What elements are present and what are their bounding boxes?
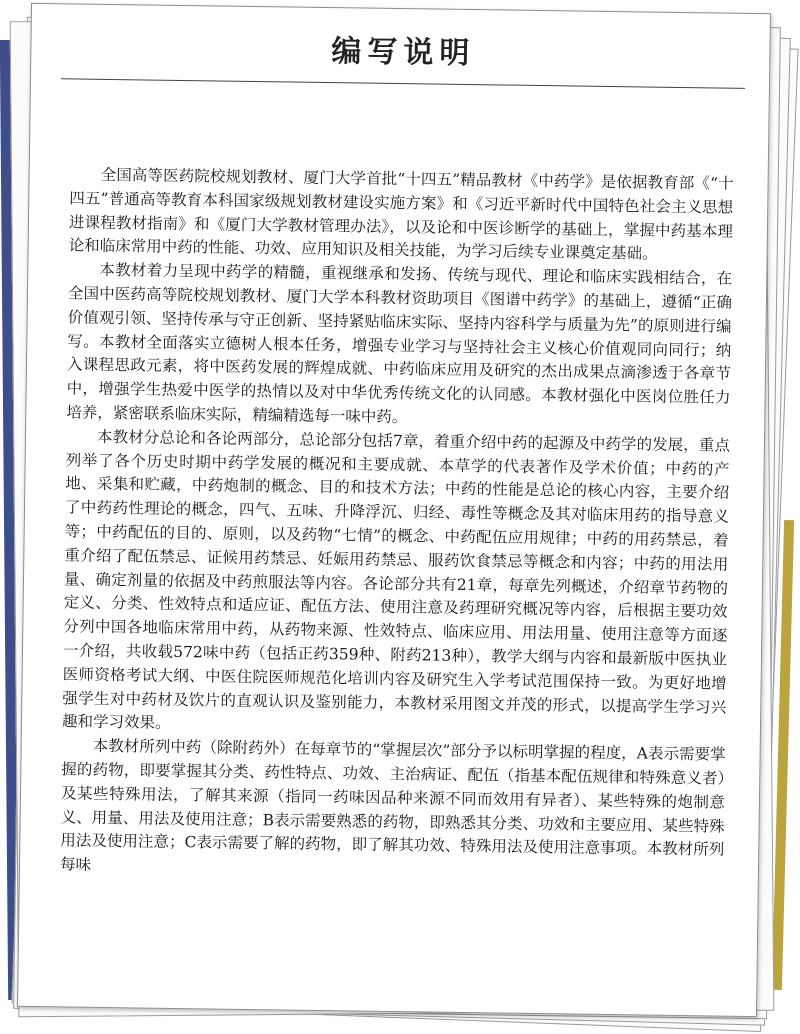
paragraph: 本教材分总论和各论两部分，总论部分包括7章，着重介绍中药的起源及中药学的发展，重点列举了各个历史时期中药学发展的概况和主要成就、本草学的代表著作及学术价值；中药的产地、采集和贮藏，中药炮制的概念、目的和技术方法；中药的性能是总论的核心内容，主要介绍了中药药性理论的概念，四气、五味、升降浮沉、归经、毒性等概念及其对临床用药的指导意义等；中药配伍的目的、原则，以及药物“七情”的概念、中药配伍应用规律；中药的用药禁忌，着重介绍了配伍禁忌、证候用药禁忌、妊娠用药禁忌、服药饮食禁忌等概念和内容；中药的用法用量、确定剂量的依据及中药煎服法等内容。各论部分共有21章，每章先列概述，介绍章节药物的定义、分类、性效特点和适应证、配伍方法、使用注意及药理研究概况等内容，后根据主要功效分列中国各地临床常用中药，从药物来源、性效特点、临床应用、用法用量、使用注意等方面逐一介绍，共收载572味中药（包括正药359种、附药213种），教学大纲与内容和最新版中医执业医师资格考试大纲、中医住院医师规范化培训内容及研究生入学考试范围保持一致。为更好地增强学生对中药材及饮片的直观认识及鉴别能力，本教材采用图文并茂的形式，以提高学生学习兴趣和学习效果。 (61, 427, 731, 733)
document-page (17, 3, 771, 1017)
paragraph: 本教材着力呈现中药学的精髓，重视继承和发扬、传统与现代、理论和临床实践相结合，在全国中医药高等院校规划教材、厦门大学本科教材资助项目《图谱中药学》的基础上，遵循“正确价值观引领、坚持传承与守正创新、坚持紧贴临床实际、坚持内容科学与质量为先”的原则进行编写。本教材全面落实立德树人根本任务，增强专业学习与坚持社会主义核心价值观同向同行；纳入课程思政元素，将中医药发展的辉煌成就、中药临床应用及研究的杰出成果点滴渗透于各章节中，增强学生热爱中医学的热情以及对中华优秀传统文化的认同感。本教材强化中医岗位胜任力培养，紧密联系临床实际，精编精选每一味中药。 (66, 261, 733, 427)
paragraph: 本教材所列中药（除附药外）在每章节的“掌握层次”部分予以标明掌握的程度，A表示需要掌握的药物，即要掌握其分类、药性特点、功效、主治病证、配伍（指基本配伍规律和特殊意义者）及某些特殊用法，了解其来源（指同一药味因品种来源不同而效用有异者）、某些特殊的炮制意义、用量、用法及使用注意；B表示需要熟悉的药物，即熟悉其分类、功效和主要应用、某些特殊用法及使用注意；C表示需要了解的药物，即了解其功效、特殊用法及使用注意事项。本教材所列每味 (59, 736, 726, 874)
paragraph: 全国高等医药院校规划教材、厦门大学首批“十四五”精品教材《中药学》是依据教育部《“十四五”普通高等教育本科国家级规划教材建设实施方案》和《习近平新时代中国特色社会主义思想进课程教材指南》和《厦门大学教材管理办法》，以及论和中医诊断学的基础上，掌握中药基本理论和临床常用中药的性能、功效、应用知识及相关技能，为学习后续专业课奠定基础。 (68, 165, 734, 264)
document-body (60, 163, 734, 886)
title-divider (61, 78, 745, 89)
page-title: 编写说明 (331, 34, 476, 72)
